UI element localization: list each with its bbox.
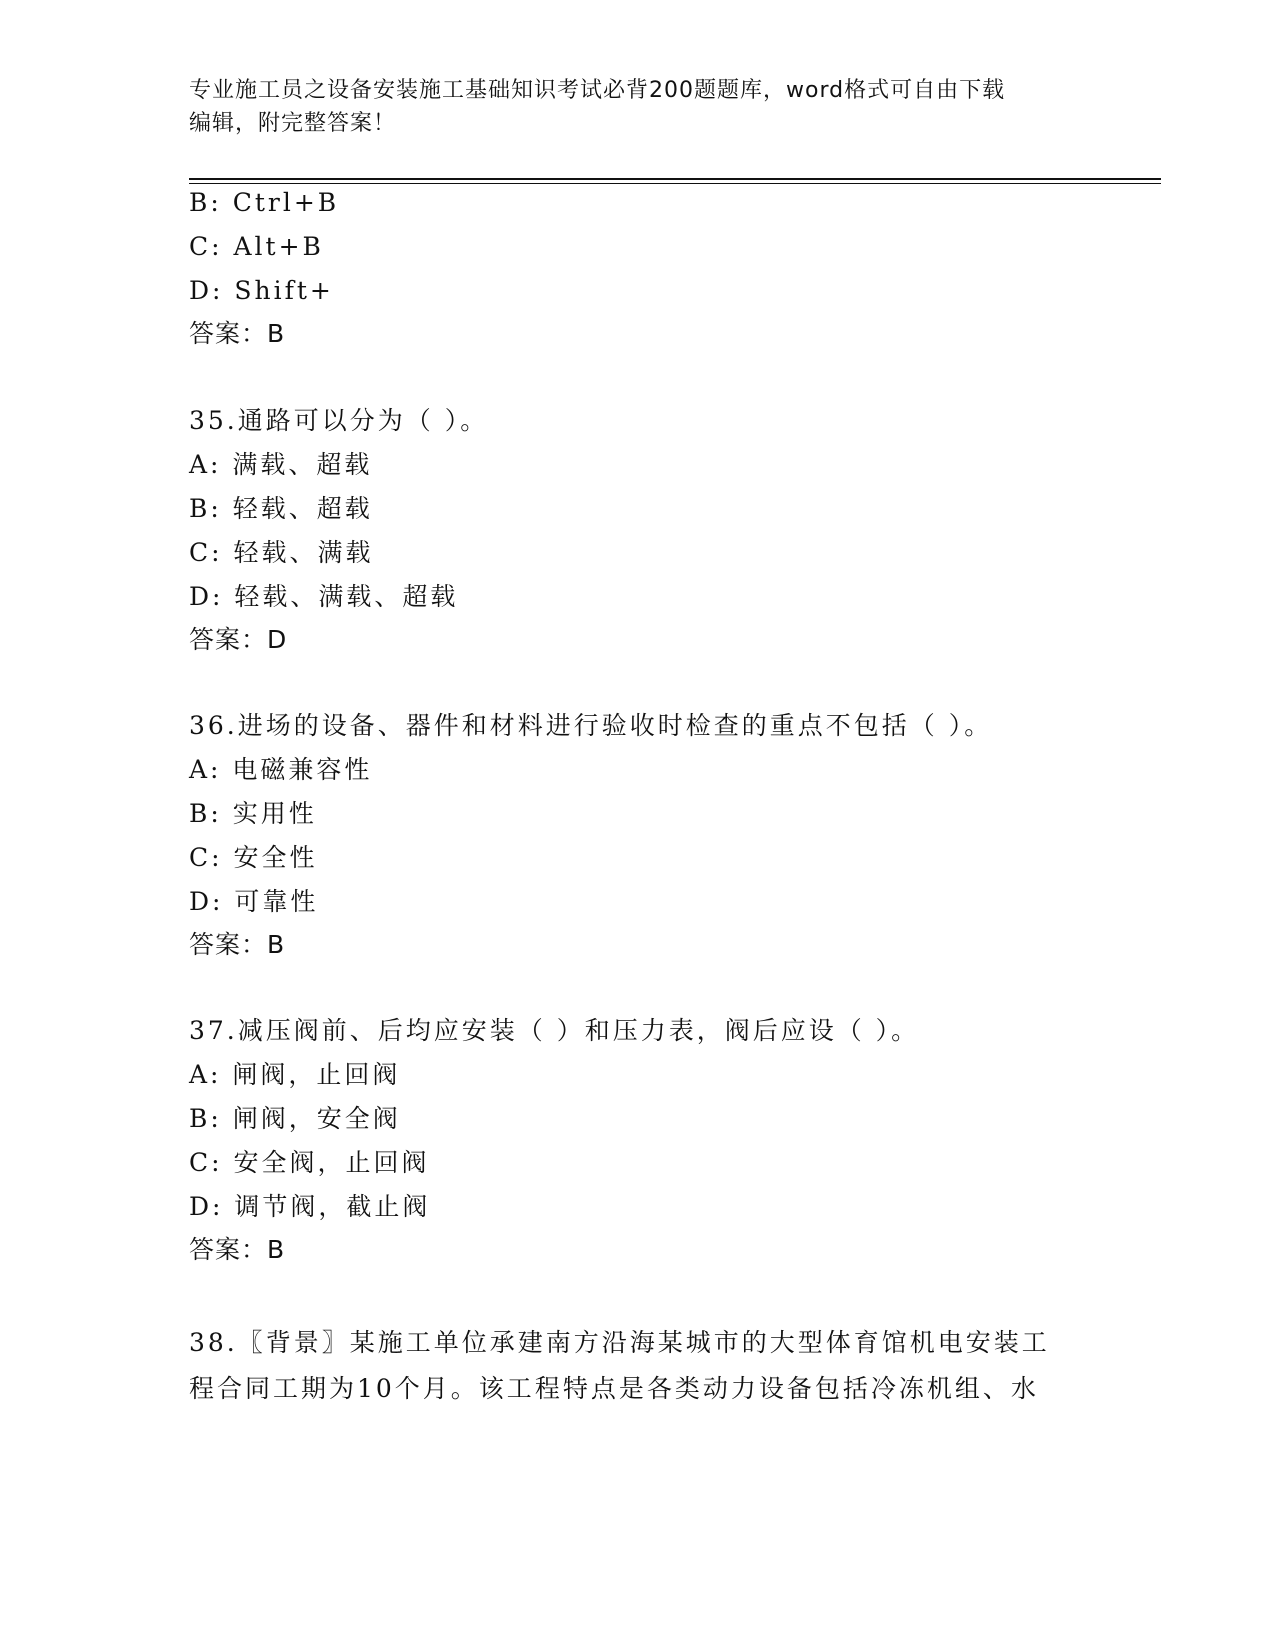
document-header <box>189 74 1089 140</box>
q37-option-a: A: 闸阀，止回阀 <box>189 1060 401 1089</box>
q38-line-2: 程合同工期为10个月。该工程特点是各类动力设备包括冷冻机组、水 <box>189 1374 1039 1403</box>
q36-option-b: B: 实用性 <box>189 799 317 828</box>
q35-stem: 35.通路可以分为（ ）。 <box>189 406 489 435</box>
q37-answer: 答案：B <box>189 1235 286 1264</box>
q35-option-d: D: 轻载、满载、超载 <box>189 582 459 611</box>
q38-line-1: 38.〖背景〗某施工单位承建南方沿海某城市的大型体育馆机电安装工 <box>189 1328 1050 1357</box>
q36-option-d: D: 可靠性 <box>189 887 319 916</box>
q36-answer: 答案：B <box>189 930 286 959</box>
q36-option-a: A: 电磁兼容性 <box>189 755 373 784</box>
q34-answer: 答案：B <box>189 319 286 348</box>
q35-option-a: A: 满载、超载 <box>189 450 373 479</box>
header-divider-thin <box>189 183 1161 184</box>
q37-stem: 37.减压阀前、后均应安装（ ）和压力表，阀后应设（ ）。 <box>189 1016 920 1045</box>
q35-answer: 答案：D <box>189 625 288 654</box>
q37-option-d: D: 调节阀，截止阀 <box>189 1192 431 1221</box>
q34-option-d: D: Shift+ <box>189 276 334 305</box>
header-line-1: 专业施工员之设备安装施工基础知识考试必背200题题库，word格式可自由下载 <box>189 78 1006 103</box>
q36-option-c: C: 安全性 <box>189 843 318 872</box>
q38-text <box>189 1320 1089 1412</box>
q34-option-b: B: Ctrl+B <box>189 188 340 217</box>
q36-stem: 36.进场的设备、器件和材料进行验收时检查的重点不包括（ ）。 <box>189 711 993 740</box>
header-line-2: 编辑，附完整答案！ <box>189 111 397 136</box>
header-divider-thick <box>189 178 1161 180</box>
q35-option-b: B: 轻载、超载 <box>189 494 373 523</box>
q35-option-c: C: 轻载、满载 <box>189 538 374 567</box>
q37-option-b: B: 闸阀，安全阀 <box>189 1104 401 1133</box>
q34-option-c: C: Alt+B <box>189 232 324 261</box>
q37-option-c: C: 安全阀，止回阀 <box>189 1148 430 1177</box>
